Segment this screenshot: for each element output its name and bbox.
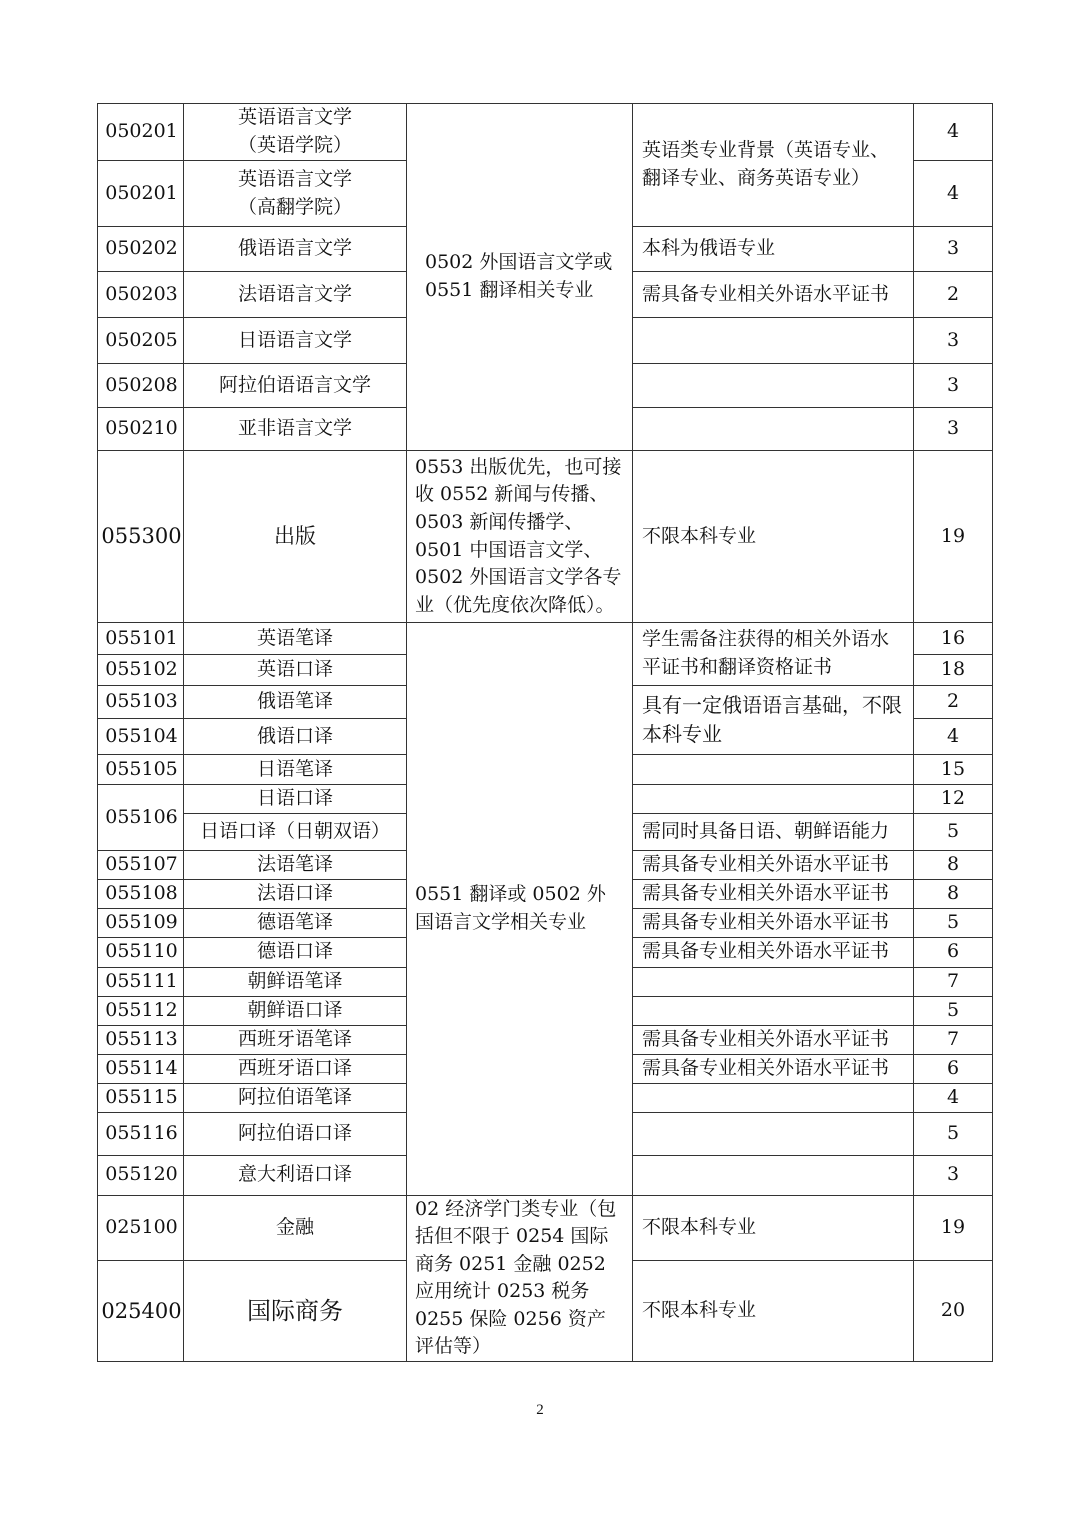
admission-note: 需具备专业相关外语水平证书 bbox=[633, 272, 914, 318]
program-code: 055113 bbox=[98, 1025, 184, 1054]
enrollment-count: 3 bbox=[914, 318, 993, 364]
program-name: 俄语口译 bbox=[184, 719, 407, 755]
enrollment-count: 4 bbox=[914, 719, 993, 755]
program-name: 日语口译（日朝双语） bbox=[184, 813, 407, 850]
program-name: 国际商务 bbox=[184, 1261, 407, 1362]
program-name: 法语语言文学 bbox=[184, 272, 407, 318]
program-code: 055108 bbox=[98, 879, 184, 908]
admission-note bbox=[633, 755, 914, 785]
program-code: 055103 bbox=[98, 686, 184, 719]
enrollment-count: 7 bbox=[914, 967, 993, 996]
program-name: 亚非语言文学 bbox=[184, 408, 407, 451]
program-name: 朝鲜语口译 bbox=[184, 996, 407, 1025]
program-code: 055102 bbox=[98, 655, 184, 686]
undergraduate-requirement: 0553 出版优先，也可接收 0552 新闻与传播、0503 新闻传播学、0501 中国语言文学、0502 外国语言文学各专业（优先度依次降低）。 bbox=[407, 451, 633, 623]
enrollment-count: 6 bbox=[914, 937, 993, 967]
program-name: 阿拉伯语口译 bbox=[184, 1112, 407, 1155]
admission-note: 需具备专业相关外语水平证书 bbox=[633, 1054, 914, 1083]
program-code: 055107 bbox=[98, 850, 184, 879]
program-code: 025400 bbox=[98, 1261, 184, 1362]
admission-note: 不限本科专业 bbox=[633, 451, 914, 623]
enrollment-count: 19 bbox=[914, 1195, 993, 1261]
program-code: 055104 bbox=[98, 719, 184, 755]
enrollment-count: 3 bbox=[914, 408, 993, 451]
program-code: 055106 bbox=[98, 785, 184, 851]
admission-note bbox=[633, 408, 914, 451]
table-row bbox=[98, 104, 993, 161]
enrollment-count: 5 bbox=[914, 996, 993, 1025]
program-name: 日语口译 bbox=[184, 785, 407, 814]
admission-note: 具有一定俄语语言基础，不限本科专业 bbox=[633, 686, 914, 755]
admission-note bbox=[633, 996, 914, 1025]
program-code: 025100 bbox=[98, 1195, 184, 1261]
page-number: 2 bbox=[536, 1402, 544, 1418]
admission-note: 需具备专业相关外语水平证书 bbox=[633, 850, 914, 879]
program-code: 055101 bbox=[98, 623, 184, 655]
enrollment-count: 8 bbox=[914, 850, 993, 879]
program-code: 055105 bbox=[98, 755, 184, 785]
table-row bbox=[98, 623, 993, 655]
program-code: 055112 bbox=[98, 996, 184, 1025]
admission-note bbox=[633, 1155, 914, 1195]
enrollment-count: 12 bbox=[914, 785, 993, 814]
program-code: 050201 bbox=[98, 161, 184, 227]
admission-note bbox=[633, 967, 914, 996]
enrollment-count: 3 bbox=[914, 1155, 993, 1195]
enrollment-count: 6 bbox=[914, 1054, 993, 1083]
enrollment-count: 18 bbox=[914, 655, 993, 686]
program-code: 050205 bbox=[98, 318, 184, 364]
program-code: 055109 bbox=[98, 908, 184, 937]
program-name: 德语口译 bbox=[184, 937, 407, 967]
enrollment-count: 4 bbox=[914, 1083, 993, 1112]
program-table bbox=[97, 103, 993, 1362]
program-code: 050203 bbox=[98, 272, 184, 318]
enrollment-count: 20 bbox=[914, 1261, 993, 1362]
enrollment-count: 3 bbox=[914, 227, 993, 272]
admission-note: 本科为俄语专业 bbox=[633, 227, 914, 272]
program-code: 055116 bbox=[98, 1112, 184, 1155]
program-name: 朝鲜语笔译 bbox=[184, 967, 407, 996]
admission-note: 需具备专业相关外语水平证书 bbox=[633, 879, 914, 908]
enrollment-count: 7 bbox=[914, 1025, 993, 1054]
program-code: 055115 bbox=[98, 1083, 184, 1112]
program-name: 出版 bbox=[184, 451, 407, 623]
program-code: 050202 bbox=[98, 227, 184, 272]
program-code: 055120 bbox=[98, 1155, 184, 1195]
program-name: 英语语言文学（英语学院） bbox=[184, 104, 407, 161]
program-name: 法语口译 bbox=[184, 879, 407, 908]
program-code: 050210 bbox=[98, 408, 184, 451]
enrollment-count: 4 bbox=[914, 161, 993, 227]
program-name: 金融 bbox=[184, 1195, 407, 1261]
program-name: 法语笔译 bbox=[184, 850, 407, 879]
program-code: 055300 bbox=[98, 451, 184, 623]
enrollment-count: 2 bbox=[914, 686, 993, 719]
admission-note: 需具备专业相关外语水平证书 bbox=[633, 1025, 914, 1054]
admission-note: 需具备专业相关外语水平证书 bbox=[633, 908, 914, 937]
admission-note: 英语类专业背景（英语专业、翻译专业、商务英语专业） bbox=[633, 104, 914, 227]
enrollment-count: 3 bbox=[914, 364, 993, 408]
admission-note bbox=[633, 1112, 914, 1155]
program-name: 阿拉伯语笔译 bbox=[184, 1083, 407, 1112]
program-name: 英语笔译 bbox=[184, 623, 407, 655]
admission-note: 学生需备注获得的相关外语水平证书和翻译资格证书 bbox=[633, 623, 914, 686]
enrollment-count: 16 bbox=[914, 623, 993, 655]
enrollment-count: 19 bbox=[914, 451, 993, 623]
enrollment-count: 2 bbox=[914, 272, 993, 318]
enrollment-count: 5 bbox=[914, 908, 993, 937]
program-code: 055110 bbox=[98, 937, 184, 967]
admission-note bbox=[633, 1083, 914, 1112]
undergraduate-requirement: 02 经济学门类专业（包括但不限于 0254 国际商务 0251 金融 0252 应用统计 0253 税务 0255 保险 0256 资产评估等） bbox=[407, 1195, 633, 1361]
admission-note bbox=[633, 785, 914, 814]
program-name: 西班牙语笔译 bbox=[184, 1025, 407, 1054]
program-name: 日语语言文学 bbox=[184, 318, 407, 364]
admission-note bbox=[633, 364, 914, 408]
program-code: 050208 bbox=[98, 364, 184, 408]
program-code: 055111 bbox=[98, 967, 184, 996]
enrollment-count: 5 bbox=[914, 813, 993, 850]
admission-note bbox=[633, 318, 914, 364]
program-name: 俄语语言文学 bbox=[184, 227, 407, 272]
enrollment-count: 15 bbox=[914, 755, 993, 785]
program-name: 日语笔译 bbox=[184, 755, 407, 785]
program-name: 俄语笔译 bbox=[184, 686, 407, 719]
program-name: 英语语言文学（高翻学院） bbox=[184, 161, 407, 227]
undergraduate-requirement: 0551 翻译或 0502 外国语言文学相关专业 bbox=[407, 623, 633, 1196]
table-row bbox=[98, 451, 993, 623]
enrollment-count: 5 bbox=[914, 1112, 993, 1155]
program-code: 055114 bbox=[98, 1054, 184, 1083]
program-name: 西班牙语口译 bbox=[184, 1054, 407, 1083]
admission-note: 不限本科专业 bbox=[633, 1195, 914, 1261]
admission-note: 需具备专业相关外语水平证书 bbox=[633, 937, 914, 967]
table-row bbox=[98, 1195, 993, 1261]
program-name: 阿拉伯语语言文学 bbox=[184, 364, 407, 408]
program-name: 英语口译 bbox=[184, 655, 407, 686]
program-name: 德语笔译 bbox=[184, 908, 407, 937]
program-code: 050201 bbox=[98, 104, 184, 161]
undergraduate-requirement: 0502 外国语言文学或0551 翻译相关专业 bbox=[407, 104, 633, 451]
admission-note: 需同时具备日语、朝鲜语能力 bbox=[633, 813, 914, 850]
enrollment-count: 8 bbox=[914, 879, 993, 908]
admission-note: 不限本科专业 bbox=[633, 1261, 914, 1362]
enrollment-count: 4 bbox=[914, 104, 993, 161]
program-name: 意大利语口译 bbox=[184, 1155, 407, 1195]
